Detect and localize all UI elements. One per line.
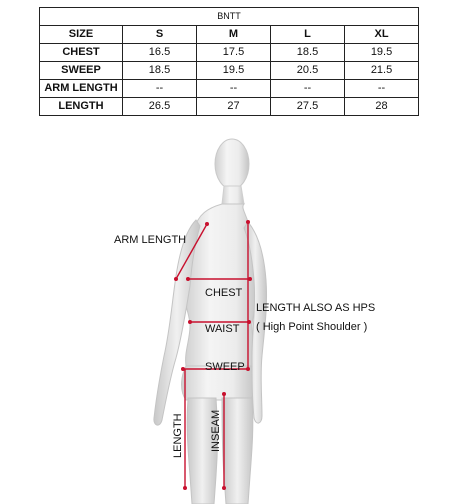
header-size-m: M [197, 26, 271, 44]
table-row [40, 62, 419, 80]
arm-length-end-dot [205, 222, 209, 226]
table-title-row [40, 8, 419, 26]
table-cell: 16.5 [123, 44, 197, 62]
measurement-figure [0, 130, 458, 504]
waist-label: WAIST [205, 323, 240, 335]
header-size-xl: XL [345, 26, 419, 44]
table-header-row [40, 26, 419, 44]
row-label: ARM LENGTH [40, 80, 123, 98]
size-chart-table [39, 7, 419, 116]
length-hps-label: LENGTH ALSO AS HPS [256, 302, 376, 314]
mannequin-right-leg [222, 398, 253, 504]
waist-end-dot [188, 320, 192, 324]
table-cell: 19.5 [345, 44, 419, 62]
table-cell: -- [197, 80, 271, 98]
table-cell: 26.5 [123, 98, 197, 116]
table-cell: -- [123, 80, 197, 98]
table-cell: 21.5 [345, 62, 419, 80]
table-row [40, 80, 419, 98]
table-cell: 18.5 [271, 44, 345, 62]
inseam-end-dot [222, 392, 226, 396]
leg-length-end-dot [183, 486, 187, 490]
mannequin-head [215, 139, 249, 204]
table-title: BNTT [40, 8, 419, 26]
inseam-end-dot [222, 486, 226, 490]
table-cell: 17.5 [197, 44, 271, 62]
inseam-label: INSEAM [210, 409, 222, 452]
row-label: CHEST [40, 44, 123, 62]
length-label: LENGTH [172, 413, 184, 458]
table-cell: 27 [197, 98, 271, 116]
sweep-label: SWEEP [205, 361, 245, 373]
header-size-label: SIZE [40, 26, 123, 44]
table-cell: -- [345, 80, 419, 98]
chest-end-dot [186, 277, 190, 281]
mannequin-illustration [0, 130, 458, 504]
table-cell: 20.5 [271, 62, 345, 80]
table-cell: 27.5 [271, 98, 345, 116]
arm-length-label: ARM LENGTH [114, 234, 187, 246]
length-hps-end-dot [246, 220, 250, 224]
chest-label: CHEST [205, 287, 243, 299]
table-cell: 28 [345, 98, 419, 116]
table-row [40, 98, 419, 116]
table-cell: -- [271, 80, 345, 98]
table-cell: 18.5 [123, 62, 197, 80]
row-label: SWEEP [40, 62, 123, 80]
header-size-s: S [123, 26, 197, 44]
row-label: LENGTH [40, 98, 123, 116]
table-row [40, 44, 419, 62]
table-cell: 19.5 [197, 62, 271, 80]
arm-length-end-dot [174, 277, 178, 281]
header-size-l: L [271, 26, 345, 44]
high-point-shoulder-label: ( High Point Shoulder ) [256, 321, 368, 333]
